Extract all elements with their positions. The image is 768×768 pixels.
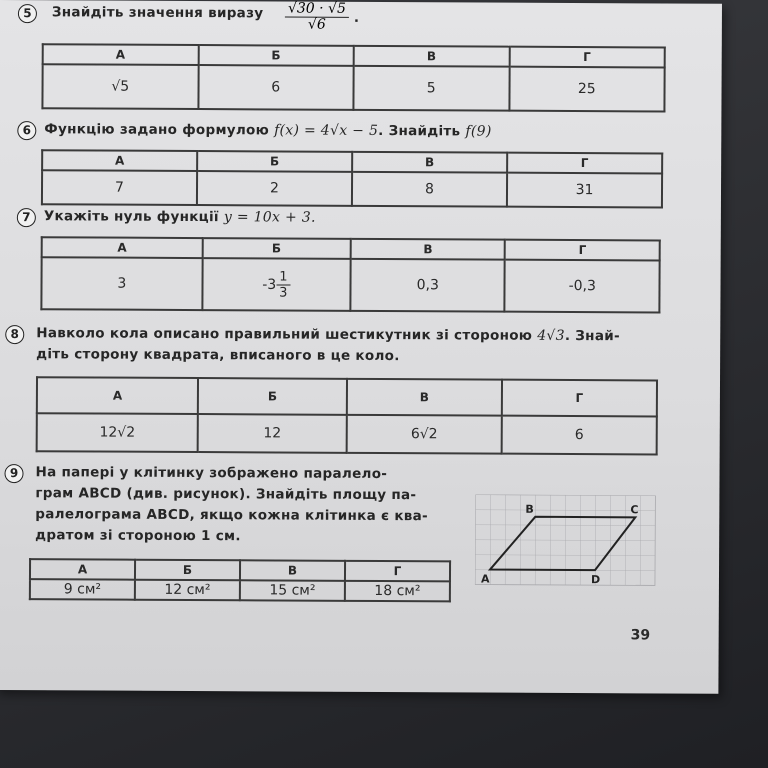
question-text-line: грам ABCD (див. рисунок). Знайдіть площу па- <box>35 485 417 504</box>
answer-letter: Г <box>345 561 450 582</box>
answer-letter: А <box>30 559 135 580</box>
answer-table <box>40 236 660 313</box>
answer-letter: А <box>42 237 203 258</box>
page-number: 39 <box>630 627 651 644</box>
function-formula: f(x) = 4√x − 5 <box>274 122 379 139</box>
answer-letter: Б <box>202 238 350 259</box>
parallelogram-figure <box>475 494 658 593</box>
answer-letter: В <box>351 239 506 260</box>
answer-value: 2 <box>197 171 352 206</box>
answer-letter: Г <box>502 380 657 417</box>
answer-value: 12√2 <box>37 413 198 452</box>
answer-letter: В <box>352 152 507 173</box>
question-number: 5 <box>18 4 37 23</box>
answer-letter: А <box>37 377 198 414</box>
grid-paper <box>475 494 655 585</box>
answer-value: 12 <box>198 414 347 453</box>
question-text: Функцію задано формулою f(x) = 4√x − 5. Знайдіть f(9) <box>44 121 492 140</box>
answer-value: 3 <box>41 257 202 310</box>
function-formula: y = 10x + 3. <box>223 209 316 226</box>
answer-value: 18 см² <box>345 581 450 602</box>
question-text-line: На папері у клітинку зображено паралело- <box>35 464 388 483</box>
answer-letter: В <box>240 560 345 581</box>
vertex-label-a: A <box>480 572 490 586</box>
answer-value: 5 <box>353 66 509 111</box>
question-number: 8 <box>5 325 24 344</box>
answer-table <box>29 558 451 602</box>
answer-table <box>41 149 663 208</box>
answer-letter: Г <box>507 153 662 174</box>
vertex-label-b: B <box>525 502 534 516</box>
hexagon-side: 4√3 <box>537 327 565 344</box>
expression: $\frac{√30 \cdot √5}{√6}$ . <box>285 1 360 32</box>
answer-letter: Г <box>509 47 665 68</box>
answer-table <box>36 376 658 455</box>
question-text-line: дратом зі стороною 1 см. <box>35 527 241 545</box>
answer-letter: Б <box>198 45 354 66</box>
question-number: 7 <box>17 208 36 227</box>
answer-value: 9 см² <box>30 579 135 600</box>
answer-letter: А <box>42 150 197 171</box>
answer-value: 6 <box>198 65 354 110</box>
answer-value: 25 <box>509 67 665 112</box>
answer-table <box>41 43 665 112</box>
question-text: Укажіть нуль функції y = 10x + 3. <box>43 208 316 226</box>
question-text-line: діть сторону квадрата, вписаного в це коло. <box>36 346 400 365</box>
answer-value: -0,3 <box>505 260 660 313</box>
answer-value: 15 см² <box>240 580 345 601</box>
vertex-label-d: D <box>590 573 601 587</box>
vertex-label-c: C <box>630 503 639 517</box>
question-number: 6 <box>17 121 36 140</box>
answer-letter: Б <box>197 151 352 172</box>
answer-value: 6√2 <box>347 415 502 454</box>
answer-letter: Б <box>135 560 240 581</box>
answer-value: 31 <box>507 173 662 208</box>
answer-letter: А <box>43 44 199 65</box>
answer-letter: Б <box>198 378 347 415</box>
function-target: f(9) <box>465 123 492 140</box>
expression-numerator: √30 · √5 <box>285 1 349 17</box>
answer-value: 6 <box>502 416 657 455</box>
answer-value: 0,3 <box>350 259 505 312</box>
answer-value: 8 <box>352 172 507 207</box>
question-text-line: ралелограма ABCD, якщо кожна клітинка є ква- <box>35 506 429 525</box>
question-text-line: Навколо кола описано правильний шестикутник зі стороною 4√3. Знай- <box>36 325 620 345</box>
answer-value: -3 $\frac{1}{3}$ <box>202 258 351 311</box>
answer-value: 7 <box>42 170 197 205</box>
answer-value: √5 <box>42 64 198 109</box>
question-text: Знайдіть значення виразу <box>51 4 264 22</box>
answer-letter: В <box>347 379 502 416</box>
answer-letter: Г <box>505 240 660 261</box>
question-number: 9 <box>4 464 23 483</box>
expression-denominator: √6 <box>307 16 326 33</box>
answer-letter: В <box>354 46 510 67</box>
answer-value: 12 см² <box>135 580 240 601</box>
